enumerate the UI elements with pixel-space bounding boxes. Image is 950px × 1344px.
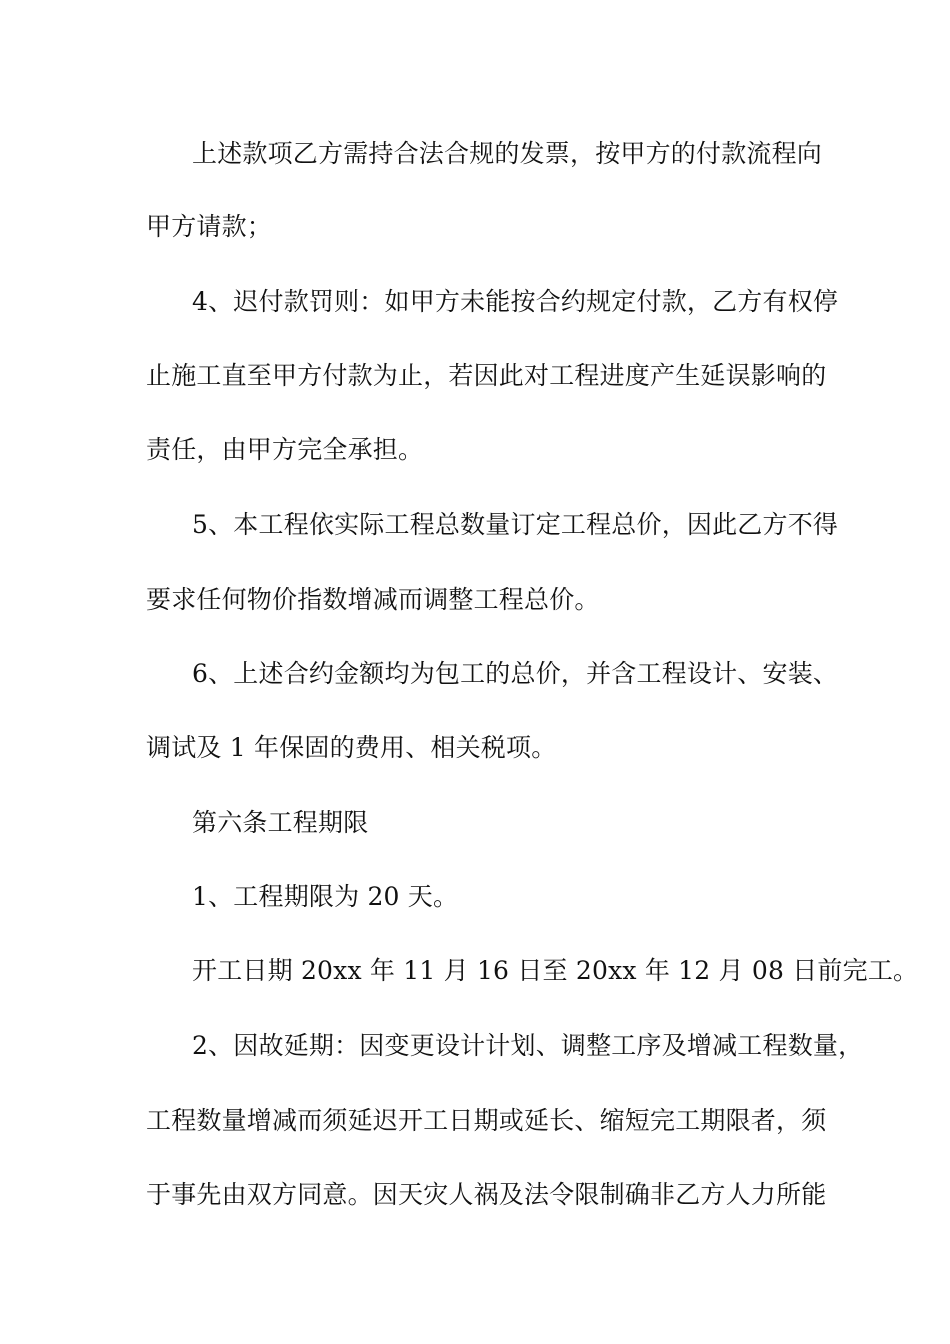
paragraph-line: 5、本工程依实际工程总数量订定工程总价，因此乙方不得 [192, 510, 839, 539]
paragraph-line: 要求任何物价指数增减而调整工程总价。 [146, 585, 600, 614]
paragraph-line: 上述款项乙方需持合法合规的发票，按甲方的付款流程向 [192, 139, 823, 168]
paragraph-line: 6、上述合约金额均为包工的总价，并含工程设计、安装、 [192, 659, 839, 688]
paragraph-line: 4、迟付款罚则：如甲方未能按合约规定付款，乙方有权停 [192, 287, 839, 316]
paragraph-line: 1、工程期限为 20 天。 [192, 882, 459, 911]
paragraph-line: 工程数量增减而须延迟开工日期或延长、缩短完工期限者，须 [146, 1106, 827, 1135]
paragraph-line: 调试及 1 年保固的费用、相关税项。 [146, 733, 557, 762]
paragraph-line: 开工日期 20xx 年 11 月 16 日至 20xx 年 12 月 08 日前完工。 [192, 956, 919, 985]
section-heading: 第六条工程期限 [192, 808, 369, 837]
paragraph-line: 于事先由双方同意。因天灾人祸及法令限制确非乙方人力所能 [146, 1180, 827, 1209]
paragraph-line: 止施工直至甲方付款为止，若因此对工程进度产生延误影响的 [146, 361, 827, 390]
paragraph-line: 甲方请款； [146, 212, 273, 241]
paragraph-line: 责任，由甲方完全承担。 [146, 435, 424, 464]
paragraph-line: 2、因故延期：因变更设计计划、调整工序及增减工程数量， [192, 1031, 864, 1060]
